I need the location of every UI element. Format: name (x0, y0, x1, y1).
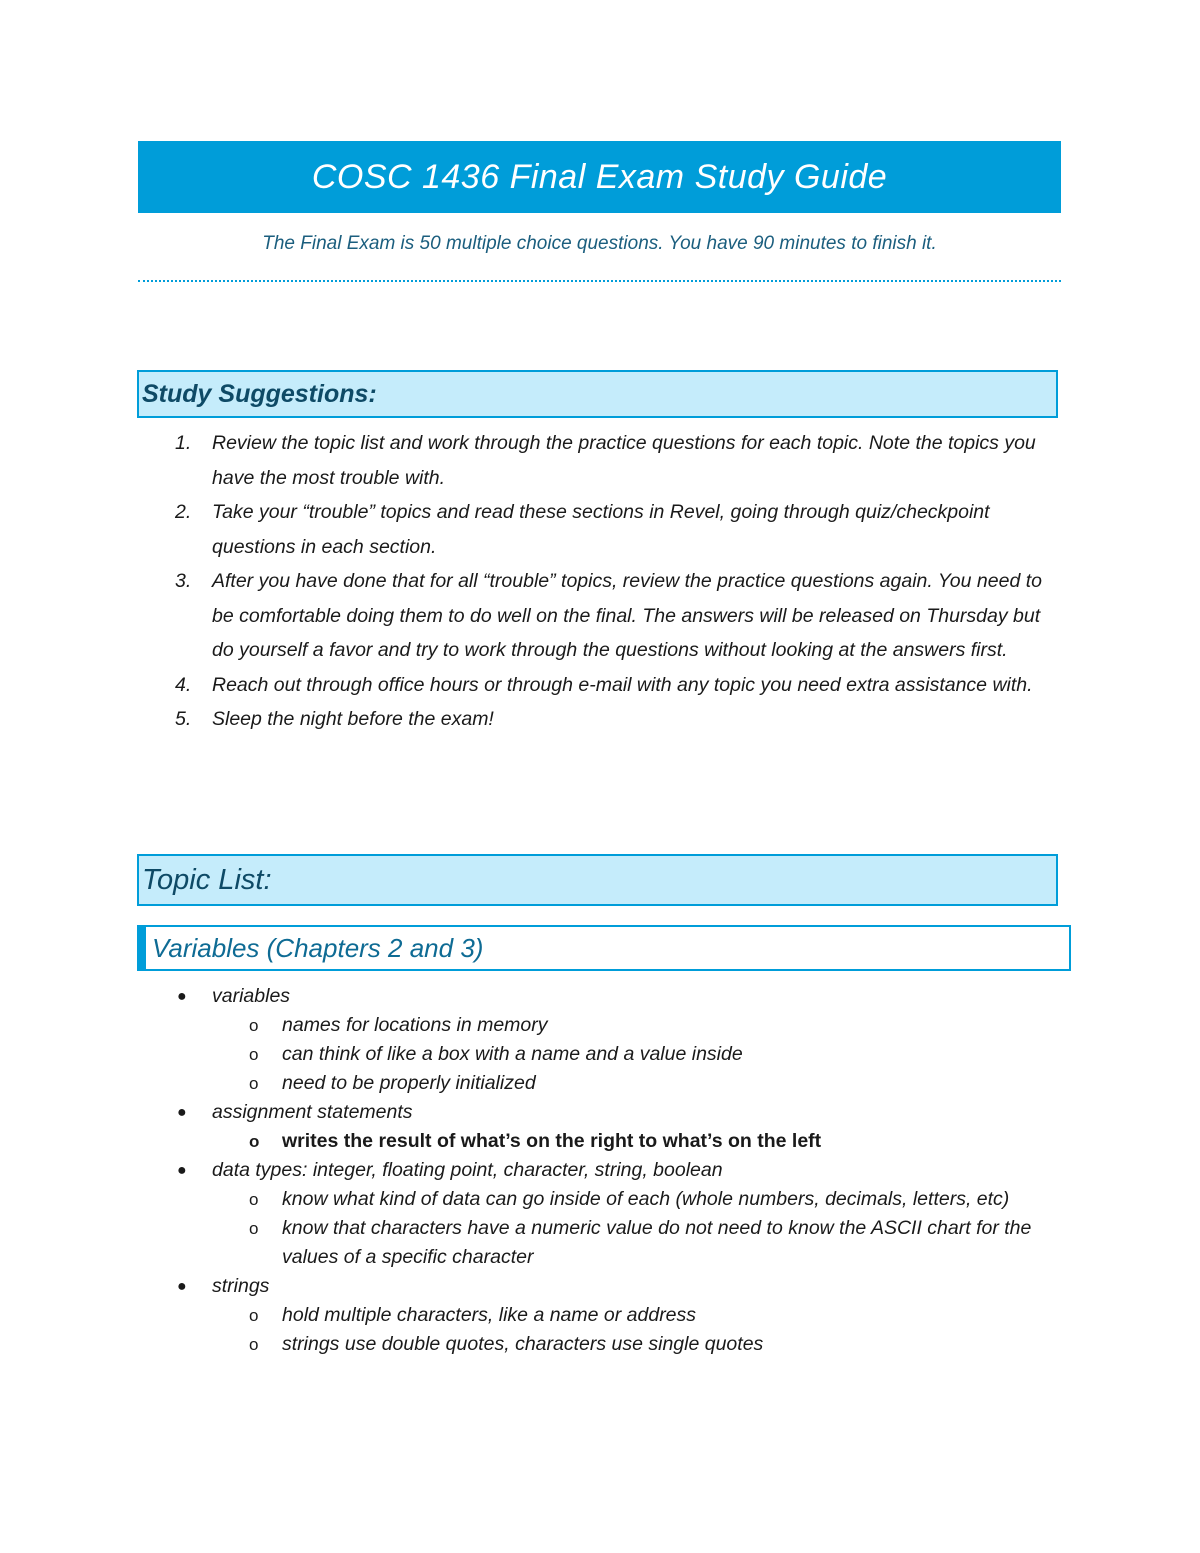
subtopic-text: know what kind of data can go inside of each (whole numbers, decimals, letters, etc) (282, 1188, 1010, 1210)
suggestion-item (175, 495, 1055, 564)
topic-item (175, 1098, 1055, 1156)
suggestion-item (175, 702, 1055, 737)
subtopic-item (212, 1069, 1055, 1098)
topic-item (175, 982, 1055, 1098)
study-suggestions-heading-box (137, 370, 1058, 418)
subtopic-text: names for locations in memory (282, 1014, 548, 1036)
subtopic-item (212, 1301, 1055, 1330)
subtopic-item (212, 1040, 1055, 1069)
subtopic-item (212, 1185, 1055, 1214)
subtopic-list (212, 1301, 1055, 1359)
topic-text: strings (212, 1275, 270, 1297)
suggestion-text: Take your “trouble” topics and read these sections in Revel, going through quiz/checkpoint questions in each section. (212, 501, 990, 558)
subtopic-text: hold multiple characters, like a name or address (282, 1304, 697, 1326)
bullet-icon: ● (177, 988, 187, 1005)
bullet-icon: ● (177, 1162, 187, 1179)
circle-bullet-icon: o (249, 1016, 259, 1035)
subtopic-text: can think of like a box with a name and a value inside (282, 1043, 743, 1065)
exam-info-subtitle: The Final Exam is 50 multiple choice questions. You have 90 minutes to finish it. (262, 233, 937, 254)
subtopic-item (212, 1214, 1055, 1272)
suggestion-text: After you have done that for all “trouble” topics, review the practice questions again. You need to be comfortable doing them to do well on the final. The answers will be released on Thursday but do yourself a favor and try to work through the questions without looking at the answers first. (212, 570, 1042, 661)
suggestion-text: Reach out through office hours or through e-mail with any topic you need extra assistance with. (212, 673, 1033, 696)
subtopic-list (212, 1011, 1055, 1098)
subtopic-text: need to be properly initialized (282, 1072, 536, 1094)
list-number: 3. (175, 570, 192, 592)
variables-topic-list (175, 982, 1055, 1359)
list-number: 4. (175, 673, 192, 696)
list-number: 1. (175, 432, 192, 454)
subtopic-list (212, 1127, 1055, 1156)
suggestion-item (175, 668, 1055, 703)
study-suggestions-list (175, 426, 1055, 737)
topic-text: data types: integer, floating point, character, string, boolean (212, 1159, 723, 1181)
variables-section-heading: Variables (Chapters 2 and 3) (152, 932, 484, 963)
study-suggestions-heading: Study Suggestions: (142, 379, 377, 408)
list-number: 5. (175, 708, 192, 730)
subtopic-text: know that characters have a numeric value do not need to know the ASCII chart for the values of a specific character (282, 1217, 1032, 1268)
dotted-divider (138, 280, 1061, 282)
circle-bullet-icon: o (249, 1045, 259, 1064)
circle-bullet-icon: o (249, 1219, 259, 1238)
topic-text: variables (212, 985, 291, 1007)
list-number: 2. (175, 501, 192, 523)
variables-section-heading-box (137, 925, 1071, 971)
circle-bullet-icon: o (249, 1335, 259, 1354)
circle-bullet-icon: o (249, 1074, 259, 1093)
circle-bullet-icon: o (249, 1190, 259, 1209)
bullet-icon: ● (177, 1104, 187, 1121)
circle-bullet-icon: o (249, 1132, 260, 1151)
topic-item (175, 1272, 1055, 1359)
suggestion-item (175, 426, 1055, 495)
subtopic-text: writes the result of what’s on the right to what’s on the left (282, 1130, 822, 1152)
subtopic-item (212, 1011, 1055, 1040)
document-title: COSC 1436 Final Exam Study Guide (311, 157, 888, 196)
title-banner (138, 141, 1061, 213)
topic-list-heading-box (137, 854, 1058, 906)
circle-bullet-icon: o (249, 1306, 259, 1325)
subtopic-list (212, 1185, 1055, 1272)
subtopic-item (212, 1127, 1055, 1156)
suggestion-text: Review the topic list and work through the practice questions for each topic. Note the topics you have the most trouble with. (212, 432, 1036, 489)
subtopic-text: strings use double quotes, characters use single quotes (282, 1333, 764, 1355)
subtopic-item (212, 1330, 1055, 1359)
suggestion-item (175, 564, 1055, 668)
topic-item (175, 1156, 1055, 1272)
topic-list-heading: Topic List: (142, 863, 272, 896)
suggestion-text: Sleep the night before the exam! (212, 708, 494, 730)
topic-text: assignment statements (212, 1101, 413, 1123)
bullet-icon: ● (177, 1278, 187, 1295)
